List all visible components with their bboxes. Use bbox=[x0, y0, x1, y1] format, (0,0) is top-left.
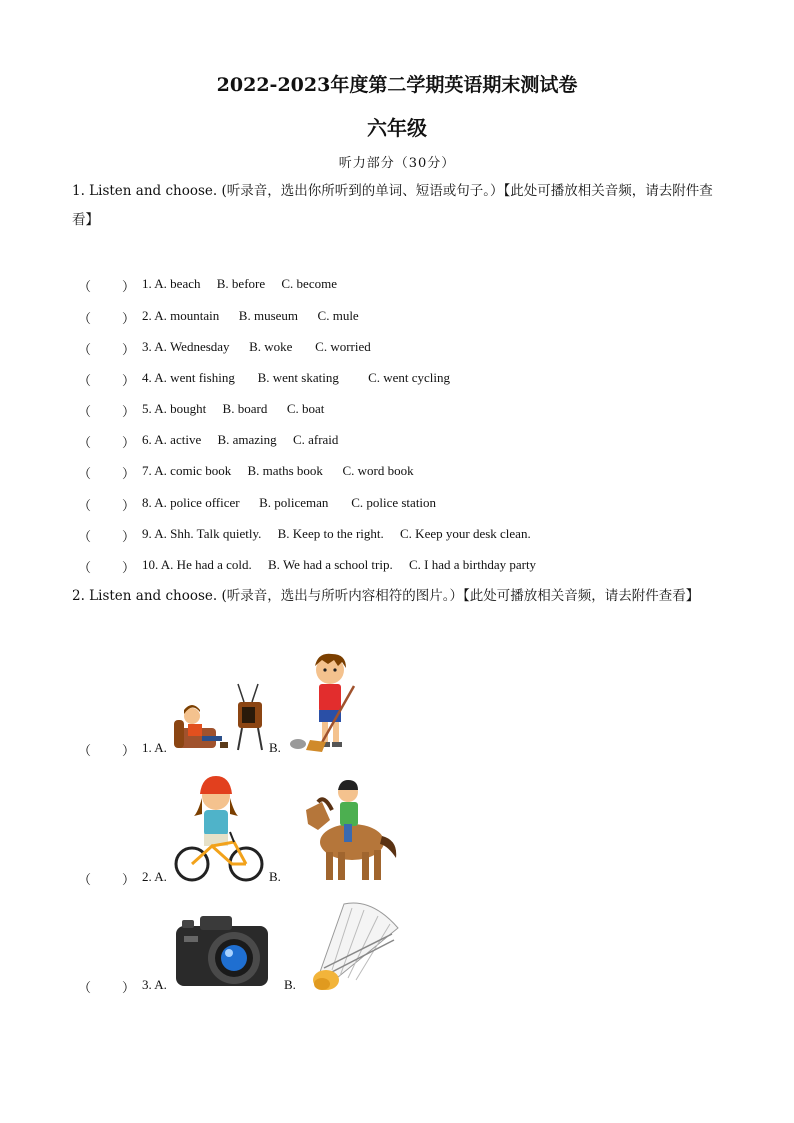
answer-blank-open: （ bbox=[78, 872, 92, 887]
answer-blank-close: ） bbox=[122, 743, 136, 758]
question-number: 8. bbox=[142, 495, 152, 510]
answer-blank-close: ） bbox=[122, 342, 136, 357]
option-c: C. afraid bbox=[292, 432, 339, 447]
question-number: 1. bbox=[142, 276, 152, 291]
answer-blank-close: ） bbox=[122, 404, 136, 419]
option-b-label: B. bbox=[269, 740, 281, 755]
option-a: A. police officer bbox=[154, 495, 240, 510]
option-c: C. become bbox=[281, 276, 337, 291]
answer-blank-close: ） bbox=[122, 435, 136, 450]
option-b: B. board bbox=[222, 401, 268, 416]
answer-blank-open: （ bbox=[78, 743, 92, 758]
section-heading: 听力部分（30分） bbox=[338, 156, 456, 171]
answer-blank-open: （ bbox=[78, 311, 92, 326]
answer-blank-open: （ bbox=[78, 373, 92, 388]
question-number: 10. bbox=[142, 557, 159, 572]
question-number: 3. bbox=[142, 339, 152, 354]
question-number: 3. A. bbox=[142, 977, 167, 992]
answer-blank-open: （ bbox=[78, 980, 92, 995]
answer-blank-open: （ bbox=[78, 279, 92, 294]
option-b: B. went skating bbox=[257, 370, 339, 385]
answer-blank-close: ） bbox=[122, 311, 136, 326]
option-a: A. beach bbox=[154, 276, 201, 291]
question-number: 9. bbox=[142, 526, 152, 541]
part1-instruction: 1. Listen and choose. (听录音，选出你所听到的单词、短语或句子。）【此处可播放相关音频，请去附件查看】 bbox=[72, 183, 713, 228]
option-a: A. He had a cold. bbox=[160, 557, 252, 572]
option-b-label: B. bbox=[284, 977, 296, 992]
answer-blank-open: （ bbox=[78, 498, 92, 513]
option-a: A. mountain bbox=[154, 308, 220, 323]
option-b: B. We had a school trip. bbox=[268, 557, 393, 572]
option-a: A. bought bbox=[154, 401, 207, 416]
answer-blank-close: ） bbox=[122, 279, 136, 294]
answer-blank-close: ） bbox=[122, 529, 136, 544]
question-number: 1. A. bbox=[142, 740, 167, 755]
question-number: 2. A. bbox=[142, 869, 167, 884]
option-c: C. went cycling bbox=[368, 370, 451, 385]
riding-bike-picture bbox=[172, 772, 264, 884]
part2-instruction: 2. Listen and choose. (听录音，选出与所听内容相符的图片。）【此处可播放相关音频，请去附件查看】 bbox=[72, 588, 700, 604]
answer-blank-close: ） bbox=[122, 498, 136, 513]
option-b: B. before bbox=[216, 276, 266, 291]
answer-blank-open: （ bbox=[78, 435, 92, 450]
option-b: B. museum bbox=[238, 308, 299, 323]
sweeping-floor-picture bbox=[288, 650, 372, 754]
option-b: B. woke bbox=[249, 339, 293, 354]
option-c: C. worried bbox=[315, 339, 371, 354]
option-c: C. mule bbox=[317, 308, 359, 323]
option-b: B. amazing bbox=[217, 432, 277, 447]
option-a: A. comic book bbox=[154, 463, 232, 478]
shuttlecock-picture bbox=[302, 898, 404, 992]
answer-blank-close: ） bbox=[122, 373, 136, 388]
option-b: B. maths book bbox=[247, 463, 323, 478]
option-a: A. Wednesday bbox=[154, 339, 230, 354]
option-c: C. boat bbox=[286, 401, 325, 416]
question-number: 4. bbox=[142, 370, 152, 385]
watching-tv-picture bbox=[172, 680, 264, 754]
question-number: 7. bbox=[142, 463, 152, 478]
answer-blank-close: ） bbox=[122, 872, 136, 887]
answer-blank-close: ） bbox=[122, 560, 136, 575]
option-c: C. Keep your desk clean. bbox=[400, 526, 531, 541]
answer-blank-open: （ bbox=[78, 529, 92, 544]
option-b: B. policeman bbox=[259, 495, 329, 510]
page-title: 2022-2023年度第二学期英语期末测试卷 bbox=[216, 74, 578, 96]
question-number: 5. bbox=[142, 401, 152, 416]
option-a: A. active bbox=[154, 432, 202, 447]
answer-blank-open: （ bbox=[78, 560, 92, 575]
answer-blank-close: ） bbox=[122, 466, 136, 481]
answer-blank-close: ） bbox=[122, 980, 136, 995]
option-b: B. Keep to the right. bbox=[277, 526, 384, 541]
camera-picture bbox=[174, 910, 270, 990]
answer-blank-open: （ bbox=[78, 342, 92, 357]
grade-heading: 六年级 bbox=[367, 116, 427, 140]
question-number: 6. bbox=[142, 432, 152, 447]
question-number: 2. bbox=[142, 308, 152, 323]
option-c: C. word book bbox=[342, 463, 414, 478]
option-a: A. went fishing bbox=[154, 370, 235, 385]
riding-horse-picture bbox=[288, 780, 400, 884]
answer-blank-open: （ bbox=[78, 404, 92, 419]
answer-blank-open: （ bbox=[78, 466, 92, 481]
option-b-label: B. bbox=[269, 869, 281, 884]
option-c: C. I had a birthday party bbox=[408, 557, 537, 572]
option-a: A. Shh. Talk quietly. bbox=[154, 526, 262, 541]
option-c: C. police station bbox=[351, 495, 437, 510]
